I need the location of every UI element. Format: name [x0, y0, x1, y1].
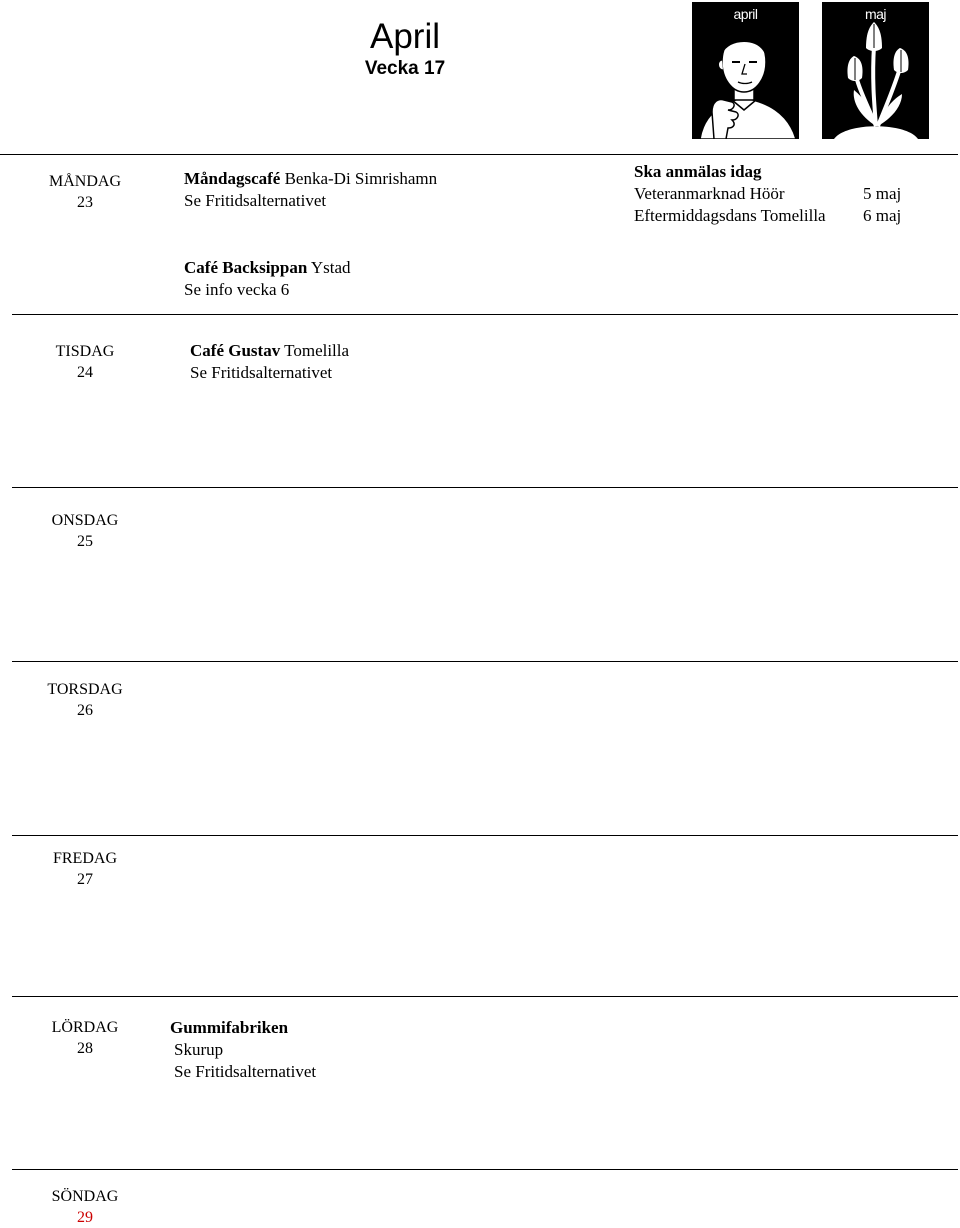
day-date: 23 — [77, 194, 93, 211]
divider-header — [0, 154, 958, 155]
signup-item-name: Eftermiddagsdans Tomelilla — [634, 206, 826, 225]
day-saturday — [12, 1017, 158, 1059]
signup-item — [634, 183, 924, 205]
signup-heading: Ska anmälas idag — [634, 162, 762, 181]
event-place: Tomelilla — [280, 341, 350, 360]
divider-fri-sat — [12, 996, 958, 997]
maj-tile — [822, 2, 929, 139]
day-date: 26 — [77, 702, 93, 719]
day-tuesday — [12, 341, 158, 383]
event-note: Se Fritidsalternativet — [190, 363, 333, 382]
event-note: Se info vecka 6 — [184, 280, 290, 299]
month-title: April — [369, 17, 441, 56]
day-date: 24 — [77, 364, 93, 381]
signup-item-name: Veteranmarknad Höör — [634, 184, 785, 203]
day-wednesday — [12, 510, 158, 552]
event-mandagscafe — [184, 168, 437, 212]
day-name: LÖRDAG — [51, 1019, 119, 1036]
event-title: Café Backsippan — [184, 258, 308, 277]
day-name: MÅNDAG — [49, 173, 121, 190]
tile-label-maj: maj — [864, 6, 887, 22]
event-gummifabriken — [170, 1017, 316, 1083]
divider-sat-sun — [12, 1169, 958, 1170]
event-place: Skurup — [174, 1040, 224, 1059]
tulips-icon — [822, 2, 929, 139]
divider-wed-thu — [12, 661, 958, 662]
day-thursday — [12, 679, 158, 721]
signup-item-date: 6 maj — [863, 206, 902, 225]
divider-tue-wed — [12, 487, 958, 488]
signup-item-date: 5 maj — [863, 184, 902, 203]
tile-label-april: april — [733, 6, 758, 22]
day-name: ONSDAG — [51, 512, 119, 529]
day-date: 25 — [77, 533, 93, 550]
signup-box — [634, 161, 924, 227]
event-title: Café Gustav — [190, 341, 281, 360]
day-monday — [12, 171, 158, 213]
day-name: TORSDAG — [47, 681, 123, 698]
event-note: Se Fritidsalternativet — [174, 1062, 317, 1081]
event-cafe-gustav — [190, 340, 349, 384]
day-date: 29 — [77, 1209, 93, 1226]
day-friday — [12, 848, 158, 890]
april-tile — [692, 2, 799, 139]
divider-mon-tue — [12, 314, 958, 315]
event-place: Benka-Di Simrishamn — [280, 169, 438, 188]
man-thinking-icon — [692, 2, 799, 139]
event-place: Ystad — [307, 258, 351, 277]
day-date: 27 — [77, 871, 93, 888]
day-sunday — [12, 1186, 158, 1228]
event-note: Se Fritidsalternativet — [184, 191, 327, 210]
week-label: Vecka 17 — [364, 58, 446, 79]
day-date: 28 — [77, 1040, 93, 1057]
day-name: FREDAG — [52, 850, 117, 867]
event-title: Gummifabriken — [170, 1018, 289, 1037]
day-name: SÖNDAG — [51, 1188, 119, 1205]
event-cafe-backsippan — [184, 257, 351, 301]
signup-item — [634, 205, 924, 227]
event-title: Måndagscafé — [184, 169, 281, 188]
divider-thu-fri — [12, 835, 958, 836]
day-name: TISDAG — [55, 343, 115, 360]
